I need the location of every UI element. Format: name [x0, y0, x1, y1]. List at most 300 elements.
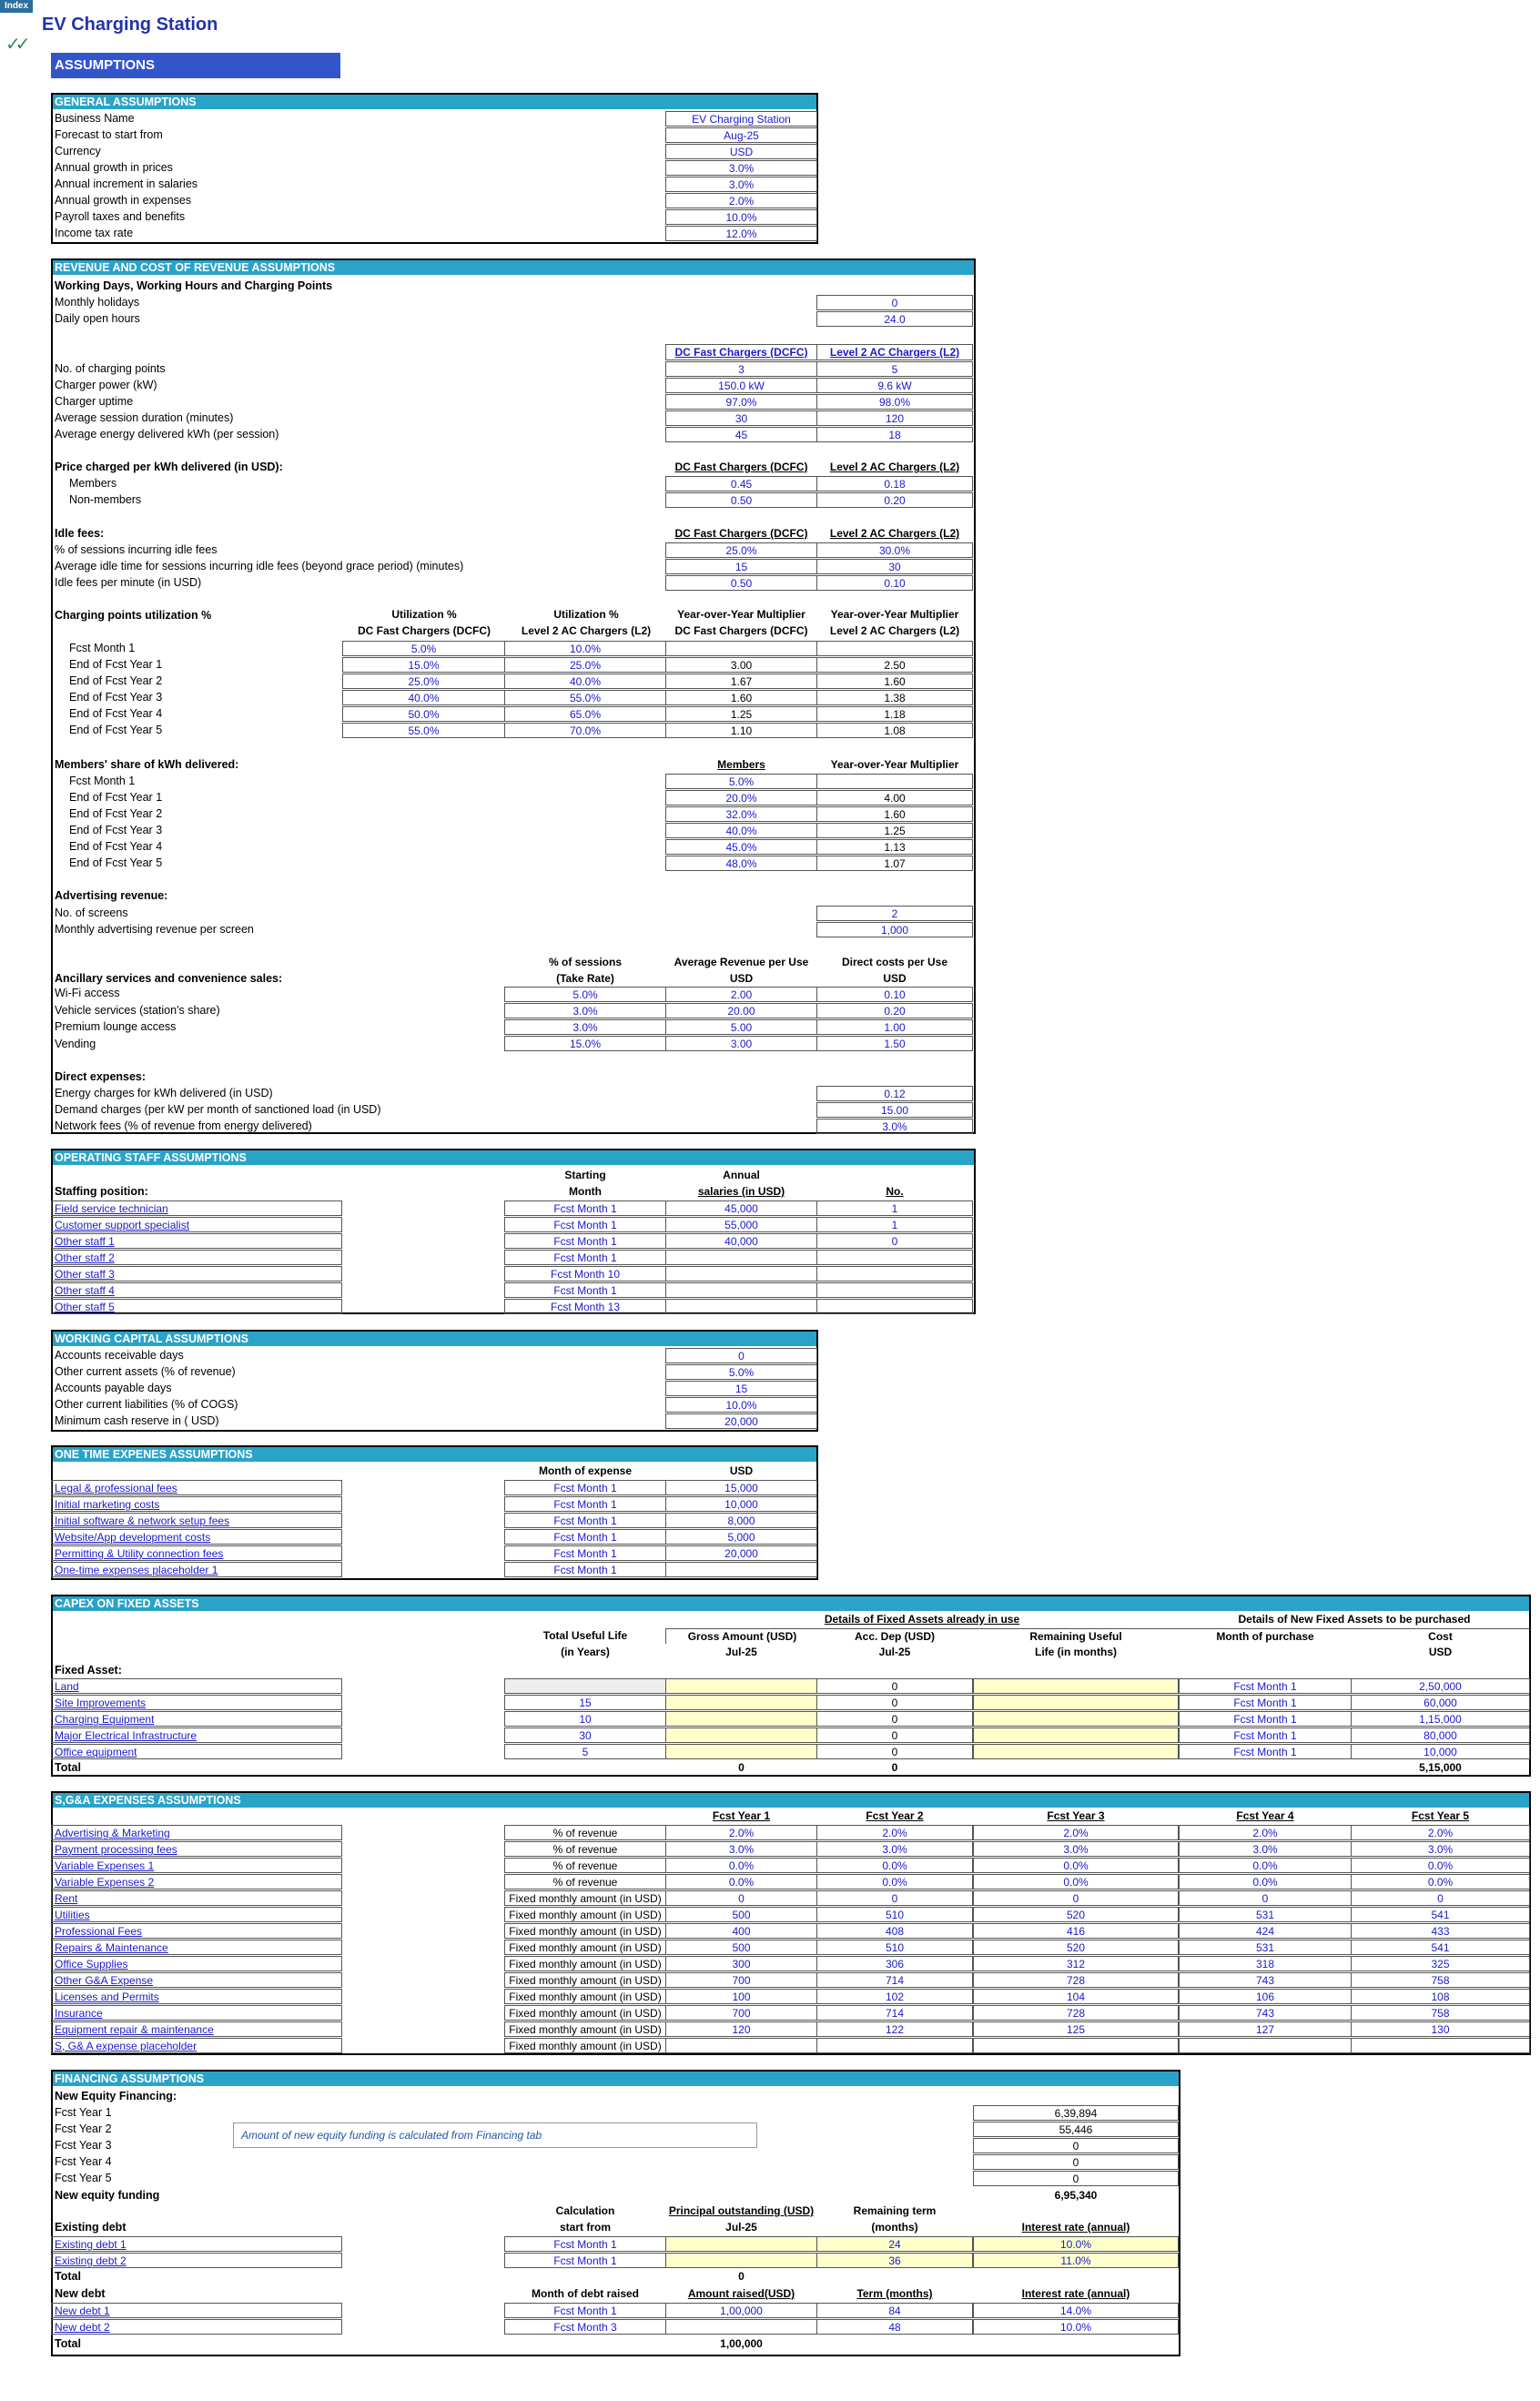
sga-year-input[interactable]: 0: [1179, 1890, 1352, 1906]
sga-year-input[interactable]: 2.0%: [816, 1825, 973, 1840]
expense-growth-input[interactable]: 2.0%: [665, 193, 817, 208]
sga-label-input[interactable]: Licenses and Permits: [51, 1989, 342, 2004]
staff-no-input[interactable]: [816, 1266, 973, 1282]
eq-value: 0: [973, 2171, 1179, 2186]
asset-mp-input[interactable]: Fcst Month 1: [1179, 1744, 1352, 1759]
staff-no-input[interactable]: 1: [816, 1200, 973, 1216]
row-label: Other current liabilities (% of COGS): [55, 1398, 238, 1411]
staff-month-input[interactable]: Fcst Month 1: [504, 1250, 666, 1265]
cp-l2-input[interactable]: 98.0%: [816, 394, 973, 410]
onetime-label-input[interactable]: One-time expenses placeholder 1: [51, 1562, 342, 1577]
onetime-month-input[interactable]: Fcst Month 1: [504, 1562, 666, 1577]
forecast-start-input[interactable]: Aug-25: [665, 127, 817, 143]
util-dcfc-input[interactable]: 40.0%: [342, 690, 505, 705]
existing-debt-term[interactable]: 24: [816, 2236, 973, 2252]
members-share-input[interactable]: 40.0%: [665, 823, 817, 838]
sga-year-input[interactable]: 108: [1351, 1989, 1530, 2004]
asset-cost-input[interactable]: 60,000: [1351, 1695, 1530, 1710]
onetime-h-usd: USD: [729, 1464, 754, 1477]
asset-rem-input[interactable]: [973, 1744, 1179, 1759]
section-title: CAPEX ON FIXED ASSETS: [53, 1596, 1529, 1611]
sga-year-input[interactable]: 0.0%: [665, 1858, 817, 1873]
sga-year-input[interactable]: 127: [1179, 2021, 1352, 2037]
anc-take-input[interactable]: 5.0%: [504, 987, 666, 1002]
row-label: Charger power (kW): [55, 379, 157, 391]
staff-position-input[interactable]: Other staff 5: [51, 1299, 342, 1314]
existing-debt-principal[interactable]: [665, 2253, 817, 2268]
sga-year-input[interactable]: [973, 2038, 1179, 2053]
existing-debt-month[interactable]: Fcst Month 1: [504, 2236, 666, 2252]
sga-year-input[interactable]: 714: [816, 2005, 973, 2021]
existing-debt-rate[interactable]: 11.0%: [973, 2253, 1179, 2268]
index-tab[interactable]: Index: [0, 0, 33, 13]
onetime-label-input[interactable]: Website/App development costs: [51, 1529, 342, 1545]
sga-year-input[interactable]: 520: [973, 1907, 1179, 1922]
onetime-usd-input[interactable]: 20,000: [665, 1545, 817, 1561]
staff-salary-input[interactable]: [665, 1266, 817, 1282]
cp-l2-input[interactable]: 120: [816, 410, 973, 426]
payroll-taxes-input[interactable]: 10.0%: [665, 209, 817, 225]
new-debt-month[interactable]: Fcst Month 1: [504, 2303, 666, 2318]
anc-rev-input[interactable]: 3.00: [665, 1036, 817, 1051]
asset-life-input[interactable]: 15: [504, 1695, 666, 1710]
anc-take-input[interactable]: 15.0%: [504, 1036, 666, 1051]
staff-month-input[interactable]: Fcst Month 1: [504, 1217, 666, 1232]
row-label: Vending: [55, 1038, 96, 1050]
daily-open-input[interactable]: 24.0: [816, 311, 973, 327]
staff-month-input[interactable]: Fcst Month 1: [504, 1282, 666, 1298]
fin-h-amt: Amount raised(USD): [687, 2287, 795, 2300]
existing-debt-rate[interactable]: 10.0%: [973, 2236, 1179, 2252]
currency-input[interactable]: USD: [665, 144, 817, 159]
staff-no-input[interactable]: [816, 1299, 973, 1314]
sga-label-input[interactable]: Rent: [51, 1890, 342, 1906]
util-l2-input[interactable]: 70.0%: [504, 723, 666, 738]
staff-position-input[interactable]: Other staff 3: [51, 1266, 342, 1282]
wc-input[interactable]: 10.0%: [665, 1397, 817, 1413]
staff-no-input[interactable]: 1: [816, 1217, 973, 1232]
sga-year-input[interactable]: 0.0%: [1179, 1874, 1352, 1889]
sga-year-input[interactable]: 3.0%: [1351, 1841, 1530, 1857]
sga-year-input[interactable]: 541: [1351, 1940, 1530, 1955]
sga-year-input[interactable]: 325: [1351, 1956, 1530, 1971]
sga-year-input[interactable]: 0.0%: [1351, 1874, 1530, 1889]
new-debt-rate[interactable]: 14.0%: [973, 2303, 1179, 2318]
sga-year-input[interactable]: 400: [665, 1923, 817, 1939]
staff-month-input[interactable]: Fcst Month 1: [504, 1200, 666, 1216]
sga-label-input[interactable]: Repairs & Maintenance: [51, 1940, 342, 1955]
staff-position-input[interactable]: Other staff 4: [51, 1282, 342, 1298]
sga-year-input[interactable]: 0.0%: [665, 1874, 817, 1889]
sga-year-input[interactable]: 700: [665, 2005, 817, 2021]
sga-label-input[interactable]: Utilities: [51, 1907, 342, 1922]
asset-rem-input[interactable]: [973, 1695, 1179, 1710]
onetime-month-input[interactable]: Fcst Month 1: [504, 1496, 666, 1512]
util-h4a: Year-over-Year Multiplier: [830, 608, 959, 621]
idle-l2-input[interactable]: 30: [816, 559, 973, 574]
onetime-label-input[interactable]: Permitting & Utility connection fees: [51, 1545, 342, 1561]
util-yoy-dcfc: 1.60: [665, 690, 817, 705]
staff-no-input[interactable]: 0: [816, 1233, 973, 1249]
asset-rem-input[interactable]: [973, 1727, 1179, 1743]
sga-year-input[interactable]: 541: [1351, 1907, 1530, 1922]
page-title: EV Charging Station: [42, 15, 218, 35]
sga-year-input[interactable]: 433: [1351, 1923, 1530, 1939]
existing-debt-principal[interactable]: [665, 2236, 817, 2252]
row-label: Wi-Fi access: [55, 987, 120, 999]
price-dcfc-header: DC Fast Chargers (DCFC): [674, 461, 808, 473]
wc-input[interactable]: 0: [665, 1348, 817, 1363]
adv-revenue-input[interactable]: 1,000: [816, 922, 973, 937]
sga-label-input[interactable]: Payment processing fees: [51, 1841, 342, 1857]
section-title: OPERATING STAFF ASSUMPTIONS: [53, 1150, 974, 1165]
util-yoy-l2: [816, 641, 973, 656]
util-dcfc-input[interactable]: 5.0%: [342, 641, 505, 656]
staff-month-input[interactable]: Fcst Month 10: [504, 1266, 666, 1282]
util-dcfc-input[interactable]: 15.0%: [342, 657, 505, 673]
new-debt-amount[interactable]: 1,00,000: [665, 2303, 817, 2318]
asset-life-input[interactable]: 10: [504, 1711, 666, 1727]
staff-salary-input[interactable]: 55,000: [665, 1217, 817, 1232]
sga-year-input[interactable]: 408: [816, 1923, 973, 1939]
asset-rem-input[interactable]: [973, 1711, 1179, 1727]
col-dcfc-header: DC Fast Chargers (DCFC): [665, 344, 817, 360]
staff-position-input[interactable]: Customer support specialist: [51, 1217, 342, 1232]
staff-salary-input[interactable]: 40,000: [665, 1233, 817, 1249]
sga-year-input[interactable]: 3.0%: [665, 1841, 817, 1857]
wc-input[interactable]: 5.0%: [665, 1364, 817, 1380]
asset-mp-input[interactable]: Fcst Month 1: [1179, 1727, 1352, 1743]
income-tax-input[interactable]: 12.0%: [665, 226, 817, 241]
section-title: WORKING CAPITAL ASSUMPTIONS: [53, 1332, 816, 1346]
sga-year-input[interactable]: 0.0%: [816, 1858, 973, 1873]
anc-cost-input[interactable]: 0.20: [816, 1003, 973, 1018]
anc-take-input[interactable]: 3.0%: [504, 1003, 666, 1018]
onetime-usd-input[interactable]: 8,000: [665, 1513, 817, 1528]
sga-year-input[interactable]: 0.0%: [973, 1858, 1179, 1873]
sga-year-input[interactable]: 700: [665, 1972, 817, 1988]
sga-year-input[interactable]: 0.0%: [973, 1874, 1179, 1889]
util-h3b: DC Fast Chargers (DCFC): [674, 624, 808, 637]
asset-label-input[interactable]: Charging Equipment: [51, 1711, 342, 1727]
sga-label-input[interactable]: Insurance: [51, 2005, 342, 2021]
idle-l2-input[interactable]: 30.0%: [816, 542, 973, 558]
idle-title: Idle fees:: [55, 527, 105, 540]
price-dcfc-input[interactable]: 0.50: [665, 492, 817, 508]
sga-label-input[interactable]: Equipment repair & maintenance: [51, 2021, 342, 2037]
asset-cost-input[interactable]: 2,50,000: [1351, 1678, 1530, 1694]
members-share-input[interactable]: 48.0%: [665, 856, 817, 871]
asset-cost-input[interactable]: 80,000: [1351, 1727, 1530, 1743]
existing-debt-label[interactable]: Existing debt 2: [51, 2253, 342, 2268]
row-label: End of Fcst Year 5: [69, 724, 163, 736]
sga-year-input[interactable]: [665, 2038, 817, 2053]
sga-year-input[interactable]: 122: [816, 2021, 973, 2037]
onetime-h-month: Month of expense: [538, 1464, 632, 1477]
asset-gross-input[interactable]: [665, 1727, 817, 1743]
fin-h-ir2: Interest rate (annual): [1021, 2287, 1130, 2300]
capex-total-dep: 0: [891, 1761, 898, 1774]
sga-label-input[interactable]: S, G& A expense placeholder: [51, 2038, 342, 2053]
sga-year-input[interactable]: 3.0%: [816, 1841, 973, 1857]
wc-input[interactable]: 20,000: [665, 1413, 817, 1429]
util-h4b: Level 2 AC Chargers (L2): [829, 624, 960, 637]
asset-mp-input[interactable]: Fcst Month 1: [1179, 1695, 1352, 1710]
idle-dcfc-input[interactable]: 0.50: [665, 575, 817, 591]
sga-year-input[interactable]: 728: [973, 2005, 1179, 2021]
util-h2a: Utilization %: [553, 608, 619, 621]
util-dcfc-input[interactable]: 50.0%: [342, 706, 505, 722]
new-debt-month[interactable]: Fcst Month 3: [504, 2319, 666, 2335]
sga-year-input[interactable]: 125: [973, 2021, 1179, 2037]
sga-year-input[interactable]: 130: [1351, 2021, 1530, 2037]
sga-year-input[interactable]: 0.0%: [1351, 1858, 1530, 1873]
fin-h-calc-a: Calculation: [555, 2204, 615, 2217]
sga-year-input[interactable]: 416: [973, 1923, 1179, 1939]
row-label: End of Fcst Year 2: [69, 674, 163, 687]
anc-cost-input[interactable]: 1.50: [816, 1036, 973, 1051]
staff-month-input[interactable]: Fcst Month 1: [504, 1233, 666, 1249]
business-name-input[interactable]: EV Charging Station: [665, 111, 817, 127]
energy-charge-input[interactable]: 0.12: [816, 1086, 973, 1101]
sga-year-input[interactable]: 0.0%: [816, 1874, 973, 1889]
staff-salary-input[interactable]: 45,000: [665, 1200, 817, 1216]
sga-year-input[interactable]: 0: [816, 1890, 973, 1906]
sga-type: Fixed monthly amount (in USD): [504, 2038, 666, 2053]
sga-label-input[interactable]: Professional Fees: [51, 1923, 342, 1939]
anc-take-input[interactable]: 3.0%: [504, 1019, 666, 1035]
anc-h2b: USD: [729, 972, 754, 985]
sga-year-input[interactable]: 0: [973, 1890, 1179, 1906]
idle-dcfc-input[interactable]: 15: [665, 559, 817, 574]
sga-year-input[interactable]: 424: [1179, 1923, 1352, 1939]
asset-cost-input[interactable]: 10,000: [1351, 1744, 1530, 1759]
util-yoy-l2: 1.18: [816, 706, 973, 722]
sga-year-input[interactable]: 500: [665, 1907, 817, 1922]
asset-label-input[interactable]: Land: [51, 1678, 342, 1694]
sga-year-input[interactable]: 3.0%: [973, 1841, 1179, 1857]
price-l2-input[interactable]: 0.20: [816, 492, 973, 508]
new-debt-label[interactable]: New debt 2: [51, 2319, 342, 2335]
cp-dcfc-input[interactable]: 3: [665, 361, 817, 377]
util-dcfc-input[interactable]: 25.0%: [342, 674, 505, 689]
sga-year-input[interactable]: 0.0%: [1179, 1858, 1352, 1873]
sga-year-input[interactable]: 714: [816, 1972, 973, 1988]
row-label: Monthly advertising revenue per screen: [55, 923, 254, 936]
util-l2-input[interactable]: 10.0%: [504, 641, 666, 656]
sga-year-input[interactable]: 758: [1351, 1972, 1530, 1988]
asset-gross-input[interactable]: [665, 1678, 817, 1694]
existing-debt-title: Existing debt: [55, 2221, 127, 2234]
staff-salary-input[interactable]: [665, 1282, 817, 1298]
asset-life-input[interactable]: [504, 1678, 666, 1694]
onetime-month-input[interactable]: Fcst Month 1: [504, 1529, 666, 1545]
sga-year-input[interactable]: 758: [1351, 2005, 1530, 2021]
onetime-label-input[interactable]: Initial software & network setup fees: [51, 1513, 342, 1528]
capex-total-label: Total: [55, 1761, 81, 1774]
existing-debt-term[interactable]: 36: [816, 2253, 973, 2268]
sga-year-input[interactable]: 3.0%: [1179, 1841, 1352, 1857]
util-l2-input[interactable]: 25.0%: [504, 657, 666, 673]
sga-year-input[interactable]: 106: [1179, 1989, 1352, 2004]
sga-year-input[interactable]: 0: [1351, 1890, 1530, 1906]
cp-dcfc-input[interactable]: 30: [665, 410, 817, 426]
wc-input[interactable]: 15: [665, 1381, 817, 1396]
idle-l2-input[interactable]: 0.10: [816, 575, 973, 591]
sga-type: Fixed monthly amount (in USD): [504, 1923, 666, 1939]
staff-position-input[interactable]: Other staff 2: [51, 1250, 342, 1265]
staff-salary-input[interactable]: [665, 1299, 817, 1314]
staff-position-input[interactable]: Field service technician: [51, 1200, 342, 1216]
new-debt-term[interactable]: 48: [816, 2319, 973, 2335]
sga-year-input[interactable]: 100: [665, 1989, 817, 2004]
sga-year-input[interactable]: 500: [665, 1940, 817, 1955]
price-growth-input[interactable]: 3.0%: [665, 160, 817, 176]
existing-debt-month[interactable]: Fcst Month 1: [504, 2253, 666, 2268]
sga-year-input[interactable]: 306: [816, 1956, 973, 1971]
cp-dcfc-input[interactable]: 97.0%: [665, 394, 817, 410]
new-debt-term[interactable]: 84: [816, 2303, 973, 2318]
row-label: End of Fcst Year 4: [69, 840, 163, 853]
eq-total-label: New equity funding: [55, 2189, 160, 2202]
staff-no-input[interactable]: [816, 1282, 973, 1298]
sga-year-input[interactable]: 2.0%: [1351, 1825, 1530, 1840]
sga-label-input[interactable]: Advertising & Marketing: [51, 1825, 342, 1840]
capex-h-rem-a: Remaining Useful: [973, 1628, 1179, 1644]
staff-no-input[interactable]: [816, 1250, 973, 1265]
members-share-input[interactable]: 20.0%: [665, 790, 817, 805]
staff-salary-input[interactable]: [665, 1250, 817, 1265]
capex-h-dep-b: Jul-25: [878, 1646, 911, 1658]
asset-gross-input[interactable]: [665, 1744, 817, 1759]
screens-input[interactable]: 2: [816, 906, 973, 921]
row-label: End of Fcst Year 4: [69, 707, 163, 720]
network-fee-input[interactable]: 3.0%: [816, 1119, 973, 1134]
asset-label-input[interactable]: Major Electrical Infrastructure: [51, 1727, 342, 1743]
new-debt-amount[interactable]: [665, 2319, 817, 2335]
demand-charge-input[interactable]: 15.00: [816, 1102, 973, 1118]
cp-dcfc-input[interactable]: 150.0 kW: [665, 378, 817, 393]
row-label: End of Fcst Year 3: [69, 824, 163, 836]
sga-year-input[interactable]: 743: [1179, 1972, 1352, 1988]
onetime-usd-input[interactable]: [665, 1562, 817, 1577]
onetime-usd-input[interactable]: 5,000: [665, 1529, 817, 1545]
sga-type: Fixed monthly amount (in USD): [504, 1989, 666, 2004]
sga-year-input[interactable]: 510: [816, 1907, 973, 1922]
util-l2-input[interactable]: 40.0%: [504, 674, 666, 689]
anc-cost-input[interactable]: 0.10: [816, 987, 973, 1002]
asset-label-input[interactable]: Office equipment: [51, 1744, 342, 1759]
sga-year-input[interactable]: 531: [1179, 1940, 1352, 1955]
asset-mp-input[interactable]: Fcst Month 1: [1179, 1711, 1352, 1727]
sga-year-input[interactable]: 2.0%: [973, 1825, 1179, 1840]
row-label: Minimum cash reserve in ( USD): [55, 1414, 219, 1427]
onetime-month-input[interactable]: Fcst Month 1: [504, 1513, 666, 1528]
sga-year-input[interactable]: 2.0%: [1179, 1825, 1352, 1840]
onetime-usd-input[interactable]: 15,000: [665, 1480, 817, 1495]
util-l2-input[interactable]: 55.0%: [504, 690, 666, 705]
idle-dcfc-input[interactable]: 25.0%: [665, 542, 817, 558]
onetime-label-input[interactable]: Initial marketing costs: [51, 1496, 342, 1512]
asset-life-input[interactable]: 5: [504, 1744, 666, 1759]
sga-label-input[interactable]: Variable Expenses 1: [51, 1858, 342, 1873]
onetime-usd-input[interactable]: 10,000: [665, 1496, 817, 1512]
salary-increment-input[interactable]: 3.0%: [665, 177, 817, 192]
new-debt-rate[interactable]: 10.0%: [973, 2319, 1179, 2335]
new-debt-label[interactable]: New debt 1: [51, 2303, 342, 2318]
staff-position-input[interactable]: Other staff 1: [51, 1233, 342, 1249]
sga-year-input[interactable]: 728: [973, 1972, 1179, 1988]
section-title: ONE TIME EXPENES ASSUMPTIONS: [53, 1447, 816, 1462]
asset-rem-input[interactable]: [973, 1678, 1179, 1694]
capex-grp1: Details of Fixed Assets already in use: [824, 1613, 1020, 1626]
sga-year-input[interactable]: 743: [1179, 2005, 1352, 2021]
fin-h-mdr: Month of debt raised: [532, 2287, 639, 2300]
sga-year-input[interactable]: 104: [973, 1989, 1179, 2004]
members-share-input[interactable]: 32.0%: [665, 806, 817, 822]
price-dcfc-input[interactable]: 0.45: [665, 476, 817, 491]
sga-year-input[interactable]: 300: [665, 1956, 817, 1971]
asset-label-input[interactable]: Site Improvements: [51, 1695, 342, 1710]
sga-year-input[interactable]: 531: [1179, 1907, 1352, 1922]
sga-year-input[interactable]: 312: [973, 1956, 1179, 1971]
sga-year-input[interactable]: 510: [816, 1940, 973, 1955]
util-yoy-dcfc: 1.10: [665, 723, 817, 738]
sga-label-input[interactable]: Variable Expenses 2: [51, 1874, 342, 1889]
sga-year-input[interactable]: [1179, 2038, 1352, 2053]
fin-h-ir: Interest rate (annual): [1021, 2221, 1130, 2234]
util-dcfc-input[interactable]: 55.0%: [342, 723, 505, 738]
sga-year-input[interactable]: 0: [665, 1890, 817, 1906]
sga-label-input[interactable]: Other G&A Expense: [51, 1972, 342, 1988]
staff-month-input[interactable]: Fcst Month 13: [504, 1299, 666, 1314]
asset-gross-input[interactable]: [665, 1695, 817, 1710]
existing-debt-label[interactable]: Existing debt 1: [51, 2236, 342, 2252]
anc-cost-input[interactable]: 1.00: [816, 1019, 973, 1035]
sga-label-input[interactable]: Office Supplies: [51, 1956, 342, 1971]
cp-l2-input[interactable]: 5: [816, 361, 973, 377]
cp-l2-input[interactable]: 18: [816, 427, 973, 442]
anc-rev-input[interactable]: 20.00: [665, 1003, 817, 1018]
sga-year-input[interactable]: 318: [1179, 1956, 1352, 1971]
asset-life-input[interactable]: 30: [504, 1727, 666, 1743]
sga-year-input[interactable]: 102: [816, 1989, 973, 2004]
cp-dcfc-input[interactable]: 45: [665, 427, 817, 442]
anc-rev-input[interactable]: 5.00: [665, 1019, 817, 1035]
sga-year-input[interactable]: [1351, 2038, 1530, 2053]
onetime-label-input[interactable]: Legal & professional fees: [51, 1480, 342, 1495]
sga-year-input[interactable]: 520: [973, 1940, 1179, 1955]
util-l2-input[interactable]: 65.0%: [504, 706, 666, 722]
adv-title: Advertising revenue:: [55, 889, 168, 902]
monthly-holidays-input[interactable]: 0: [816, 295, 973, 310]
asset-mp-input[interactable]: Fcst Month 1: [1179, 1678, 1352, 1694]
price-l2-input[interactable]: 0.18: [816, 476, 973, 491]
sga-year-input[interactable]: 120: [665, 2021, 817, 2037]
asset-cost-input[interactable]: 1,15,000: [1351, 1711, 1530, 1727]
asset-dep: 0: [816, 1744, 973, 1759]
cp-l2-input[interactable]: 9.6 kW: [816, 378, 973, 393]
sga-year-input[interactable]: [816, 2038, 973, 2053]
members-share-input[interactable]: 45.0%: [665, 839, 817, 855]
sga-year-input[interactable]: 2.0%: [665, 1825, 817, 1840]
asset-gross-input[interactable]: [665, 1711, 817, 1727]
members-share-input[interactable]: 5.0%: [665, 774, 817, 789]
sga-type: Fixed monthly amount (in USD): [504, 1907, 666, 1922]
anc-rev-input[interactable]: 2.00: [665, 987, 817, 1002]
onetime-month-input[interactable]: Fcst Month 1: [504, 1545, 666, 1561]
onetime-month-input[interactable]: Fcst Month 1: [504, 1480, 666, 1495]
